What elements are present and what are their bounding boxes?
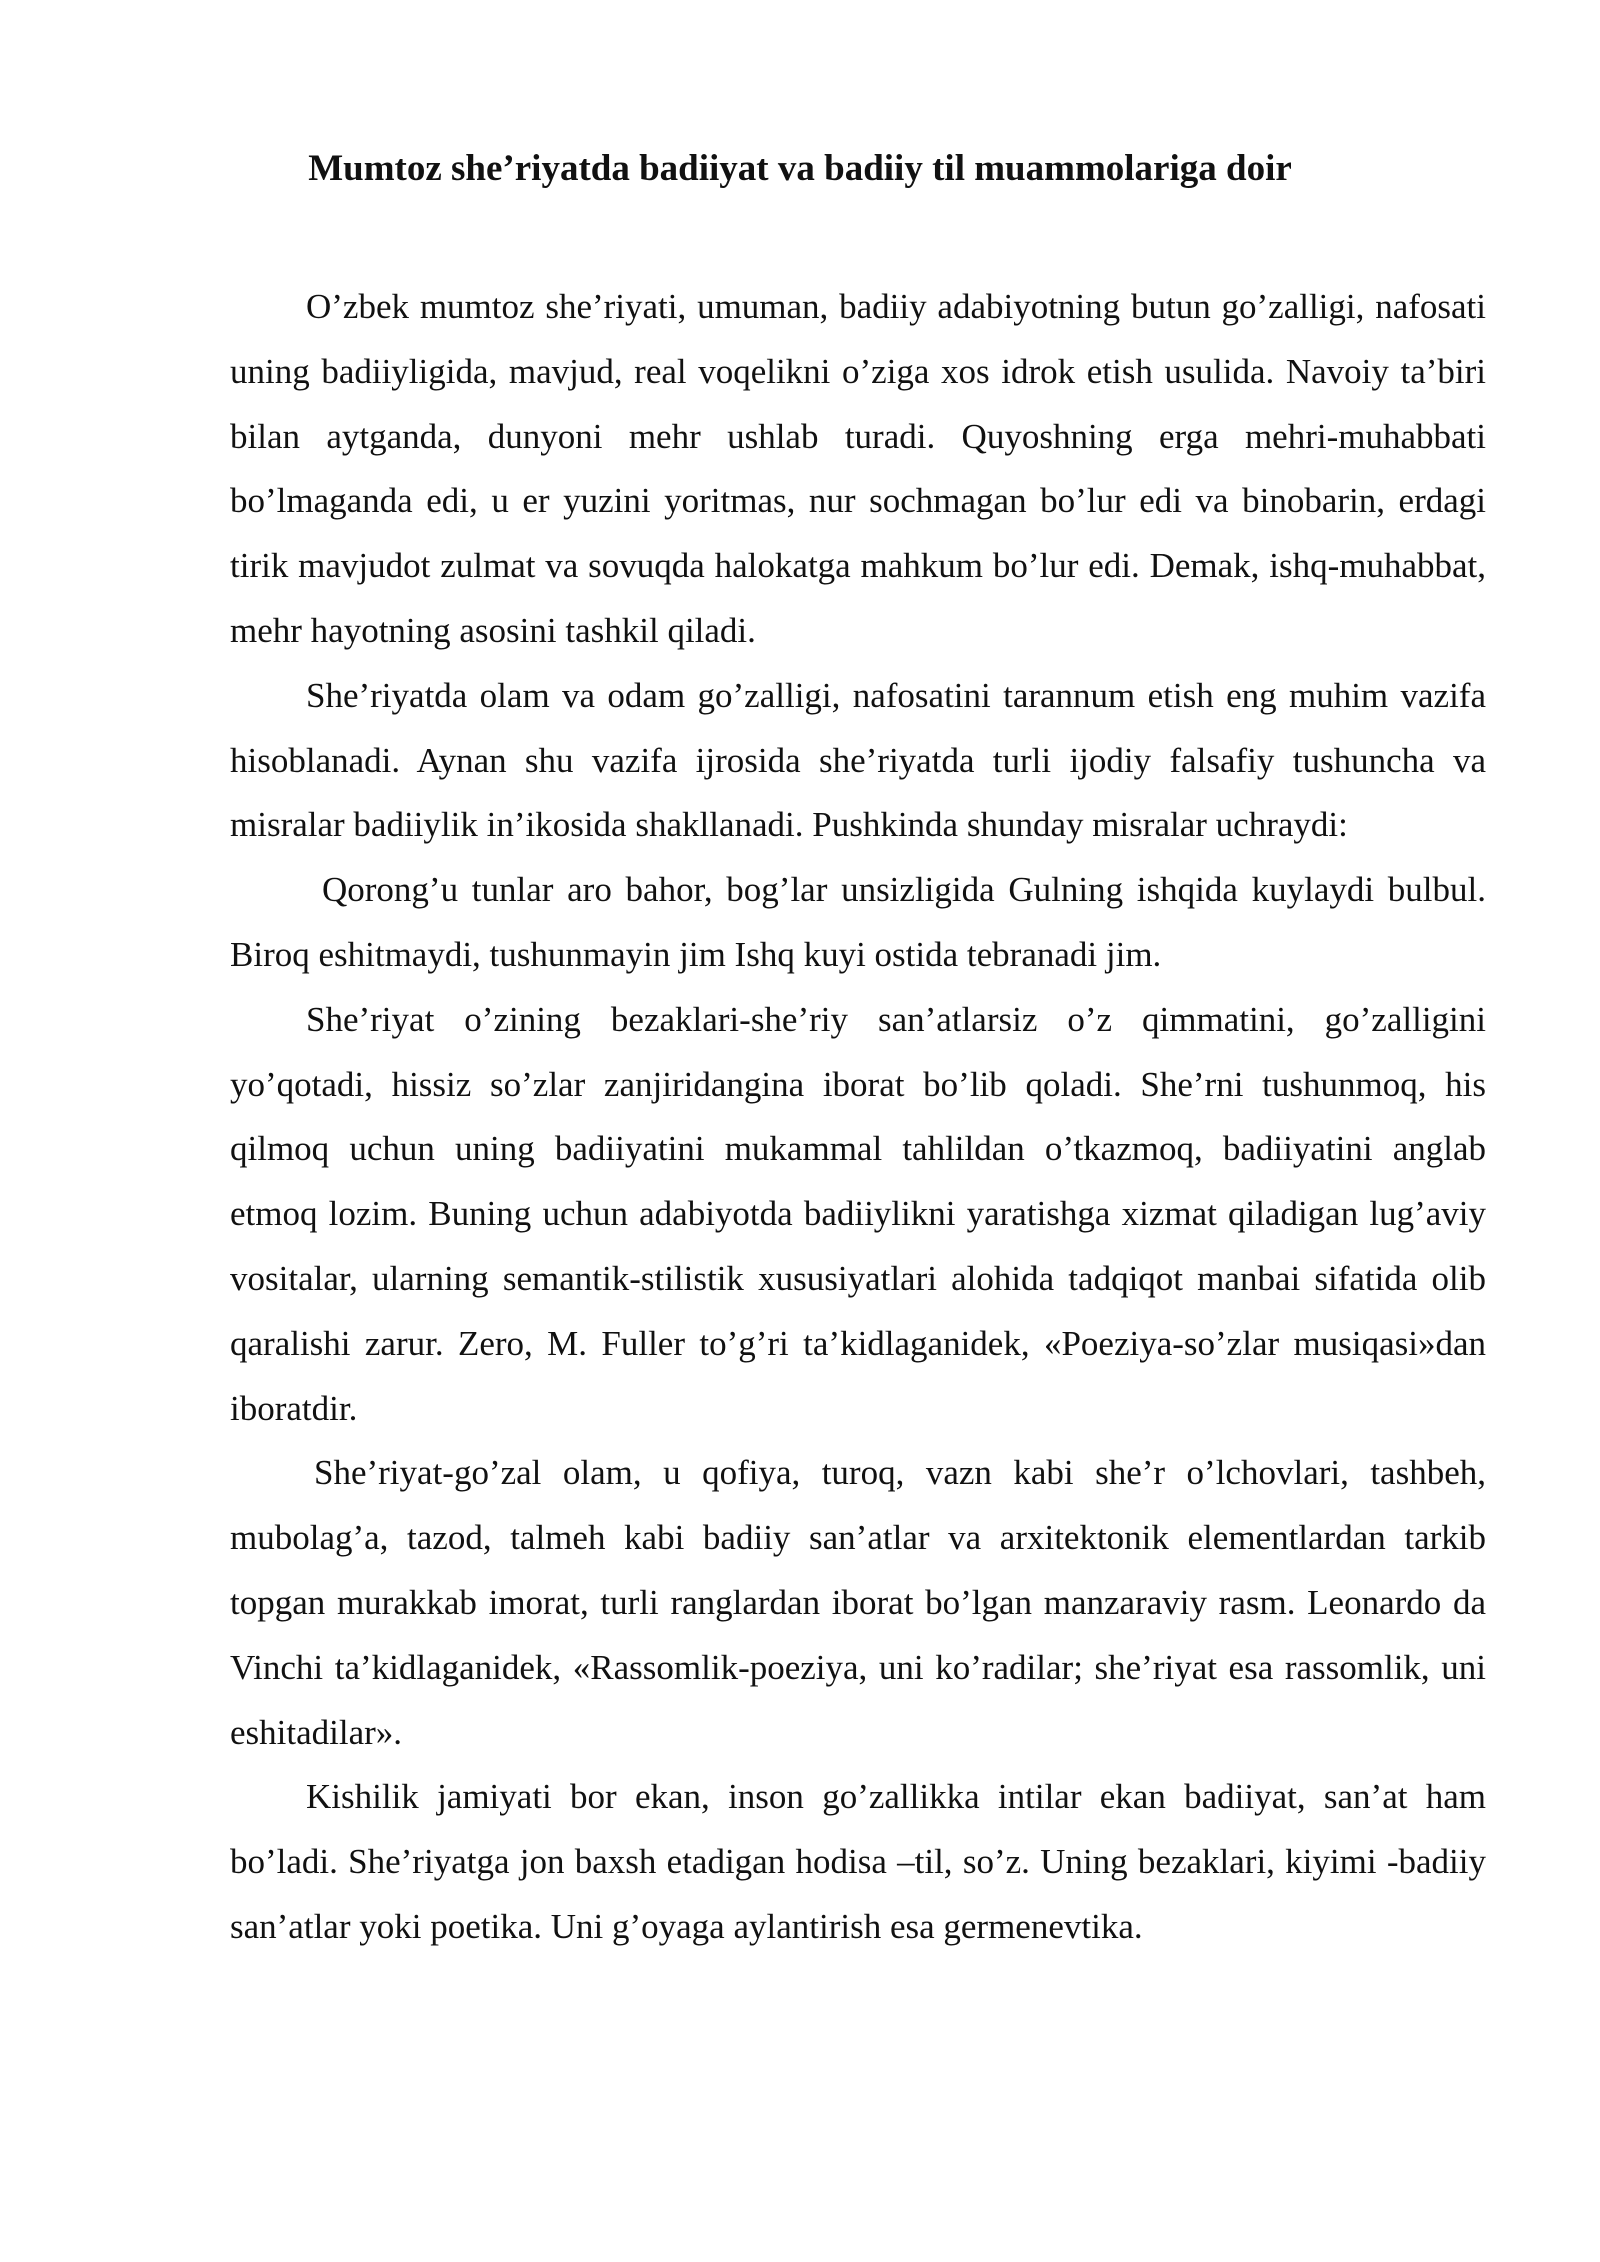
- paragraph-5: Kishilik jamiyati bor ekan, inson go’zallikka intilar ekan badiiyat, san’at ham bo’ladi. She’riyatga jon baxsh etadigan hodisa –til, so’z. Uning bezaklari, kiyimi -badiiy san’atlar yoki poetika. Uni g’oyaga aylantirish esa germenevtika.: [230, 1777, 1486, 1946]
- paragraph-2: She’riyatda olam va odam go’zalligi, nafosatini tarannum etish eng muhim vazifa hisoblanadi. Aynan shu vazifa ijrosida she’riyatda turli ijodiy falsafiy tushuncha va misralar badiiylik in’ikosida shakllanadi. Pushkinda shunday misralar uchraydi:: [230, 675, 1486, 845]
- document-body: [230, 275, 1486, 1960]
- document-title: Mumtoz she’riyatda badiiyat va badiiy til muammolariga doir: [308, 148, 1292, 189]
- paragraph-1: O’zbek mumtoz she’riyati, umuman, badiiy adabiyotning butun go’zalligi, nafosati uning badiiyligida, mavjud, real voqelikni o’ziga xos idrok etish usulida. Navoiy ta’biri bilan aytganda, dunyoni mehr ushlab turadi. Quyoshning erga mehri-muhabbati bo’lmaganda edi, u er yuzini yoritmas, nur sochmagan bo’lur edi va binobarin, erdagi tirik mavjudot zulmat va sovuqda halokatga mahkum bo’lur edi. Demak, ishq-muhabbat, mehr hayotning asosini tashkil qiladi.: [230, 287, 1486, 650]
- paragraph-4: She’riyat-go’zal olam, u qofiya, turoq, vazn kabi she’r o’lchovlari, tashbeh, mubolag’a, tazod, talmeh kabi badiiy san’atlar va arxitektonik elementlardan tarkib topgan murakkab imorat, turli ranglardan iborat bo’lgan manzaraviy rasm. Leonardo da Vinchi ta’kidlaganidek, «Rassomlik-poeziya, uni ko’radilar; she’riyat esa rassomlik, uni eshitadilar».: [230, 1453, 1486, 1752]
- poem-quote: Qorong’u tunlar aro bahor, bog’lar unsizligida Gulning ishqida kuylaydi bulbul. Biroq eshitmaydi, tushunmayin jim Ishq kuyi ostida tebranadi jim.: [230, 870, 1486, 974]
- paragraph-3: She’riyat o’zining bezaklari-she’riy san’atlarsiz o’z qimmatini, go’zalligini yo’qotadi, hissiz so’zlar zanjiridangina iborat bo’lib qoladi. She’rni tushunmoq, his qilmoq uchun uning badiiyatini mukammal tahlildan o’tkazmoq, badiiyatini anglab etmoq lozim. Buning uchun adabiyotda badiiylikni yaratishga xizmat qiladigan lug’aviy vositalar, ularning semantik-stilistik xususiyatlari alohida tadqiqot manbai sifatida olib qaralishi zarur. Zero, M. Fuller to’g’ri ta’kidlaganidek, «Poeziya-so’zlar musiqasi»dan iboratdir.: [230, 999, 1486, 1428]
